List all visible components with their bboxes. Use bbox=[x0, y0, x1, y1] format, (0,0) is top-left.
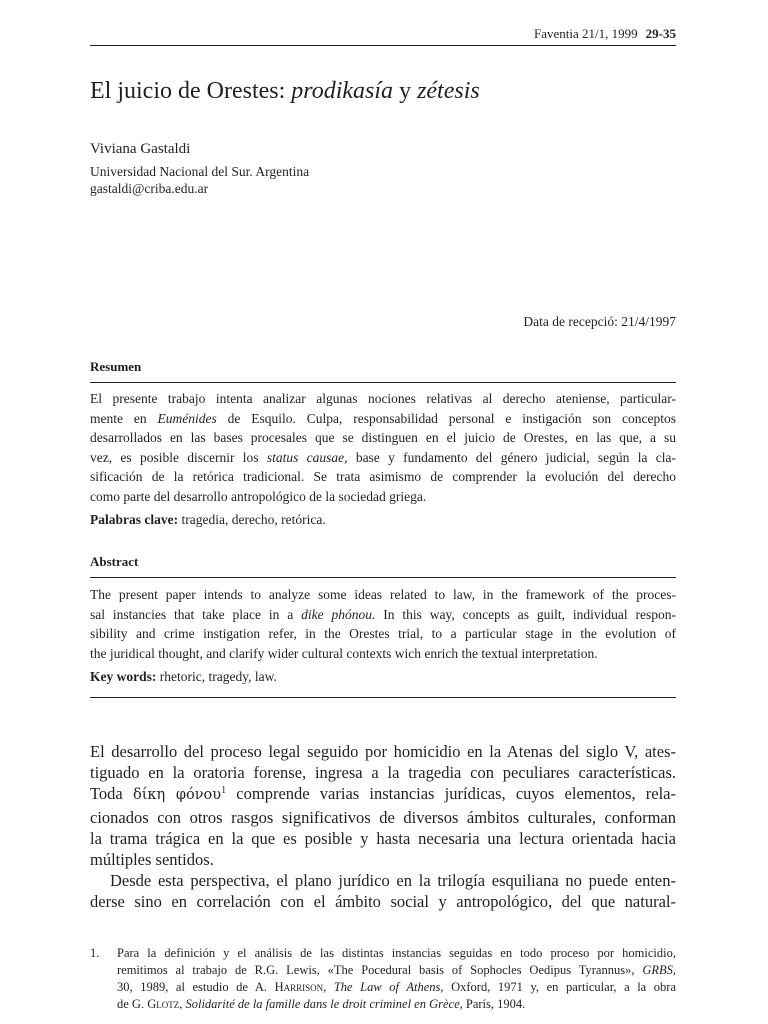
abstract-line: sibility and crime instigation refer, in the Orestes trial, to a particular stage in the evolution of bbox=[90, 626, 676, 641]
body-line: tiguado en la oratoria forense, ingresa a la tragedia con peculiares características. bbox=[90, 763, 676, 783]
body-line: múltiples sentidos. bbox=[90, 850, 214, 870]
title-main: El juicio de Orestes: bbox=[90, 78, 292, 104]
body-text bbox=[90, 741, 676, 913]
resumen-rule bbox=[90, 382, 676, 383]
resumen-keywords bbox=[90, 511, 326, 528]
resumen-heading: Resumen bbox=[90, 359, 142, 374]
footnote-number: 1. bbox=[90, 946, 100, 960]
abstract-text bbox=[90, 585, 676, 663]
resumen-line: sificación de la retórica tradicional. Se trata asimismo de comprender la evolución del derecho bbox=[90, 469, 676, 484]
author-name: Viviana Gastaldi bbox=[90, 141, 191, 157]
abstract-line: sal instancies that take place in a dike phónou. In this way, concepts as guilt, individual respon- bbox=[90, 606, 676, 622]
abstract-heading: Abstract bbox=[90, 554, 139, 569]
resumen-line: mente en Euménides de Esquilo. Culpa, responsabilidad personal e instigación son conceptos bbox=[90, 410, 677, 426]
footnote-line: remitimos al trabajo de R.G. Lewis, «The Pocedural basis of Sophocles Oedipus Tyrannus», GRBS, bbox=[117, 963, 676, 977]
footnote bbox=[90, 945, 676, 1013]
keywords-text: tragedia, derecho, retórica. bbox=[178, 512, 326, 527]
keywords-label: Palabras clave: bbox=[90, 512, 179, 527]
article-title bbox=[90, 76, 480, 106]
body-line: derse sino en correlación con el ámbito social y antropológico, del que natural- bbox=[90, 892, 676, 912]
abstract-rule bbox=[90, 577, 676, 578]
footnote-line: Para la definición y el análisis de las distintas instancias seguidas en todo proceso por homicidio, bbox=[117, 946, 676, 960]
body-line: la trama trágica en la que es posible y hasta necesaria una lectura orientada hacia bbox=[90, 828, 676, 848]
title-term-zetesis: zétesis bbox=[417, 78, 480, 104]
body-line: cionados con otros rasgos significativos de diversos ámbitos culturales, conforman bbox=[90, 807, 676, 827]
body-line: Toda δίκη φόνου$^1$ comprende varias instancias jurídicas, cuyos elementos, rela- bbox=[90, 784, 676, 804]
keywords-text: rhetoric, tragedy, law. bbox=[156, 669, 277, 684]
title-conjunction: y bbox=[393, 78, 418, 104]
running-head bbox=[534, 26, 676, 42]
abstract-line: the juridical thought, and clarify wider cultural contexts wich enrich the textual interpretation. bbox=[90, 645, 598, 661]
resumen-line: El presente trabajo intenta analizar algunas nociones relativas al derecho ateniense, particular- bbox=[90, 391, 676, 406]
header-rule bbox=[90, 45, 676, 46]
resumen-line: como parte del desarrollo antropológico de la sociedad griega. bbox=[90, 488, 427, 504]
keywords-label: Key words: bbox=[90, 669, 157, 684]
abstract-bottom-rule bbox=[90, 697, 676, 698]
page-range: 29-35 bbox=[645, 26, 676, 41]
received-date: Data de recepció: 21/4/1997 bbox=[523, 314, 676, 329]
journal-citation: Faventia 21/1, 1999 bbox=[534, 26, 638, 41]
resumen-line: vez, es posible discernir los status causae, base y fundamento del género judicial, según la cla- bbox=[90, 449, 676, 465]
greek-term: δίκη φόνου bbox=[132, 787, 222, 804]
author-affiliation: Universidad Nacional del Sur. Argentina bbox=[90, 164, 310, 179]
resumen-line: desarrollados en las bases procesales que se distinguen en el juicio de Orestes, en las que, a su bbox=[90, 430, 676, 445]
abstract-line: The present paper intends to analyze some ideas related to law, in the framework of the proces- bbox=[90, 587, 676, 602]
page bbox=[90, 0, 676, 1024]
abstract-keywords bbox=[90, 668, 277, 685]
resumen-text bbox=[90, 389, 676, 506]
footnote-line: 30, 1989, al estudio de A. Harrison, The Law of Athens, Oxford, 1971 y, en particular, a la obra bbox=[117, 980, 677, 994]
footnote-marker[interactable]: 1 bbox=[221, 785, 227, 797]
author-email: gastaldi@criba.edu.ar bbox=[90, 181, 209, 196]
body-line: Desde esta perspectiva, el plano jurídico en la trilogía esquiliana no puede enten- bbox=[110, 871, 676, 891]
footnote-line: de G. Glotz, Solidarité de la famille dans le droit criminel en Grèce, París, 1904. bbox=[117, 997, 526, 1011]
title-term-prodikasia: prodikasía bbox=[291, 78, 394, 104]
body-line: El desarrollo del proceso legal seguido por homicidio en la Atenas del siglo V, ates- bbox=[90, 742, 676, 761]
